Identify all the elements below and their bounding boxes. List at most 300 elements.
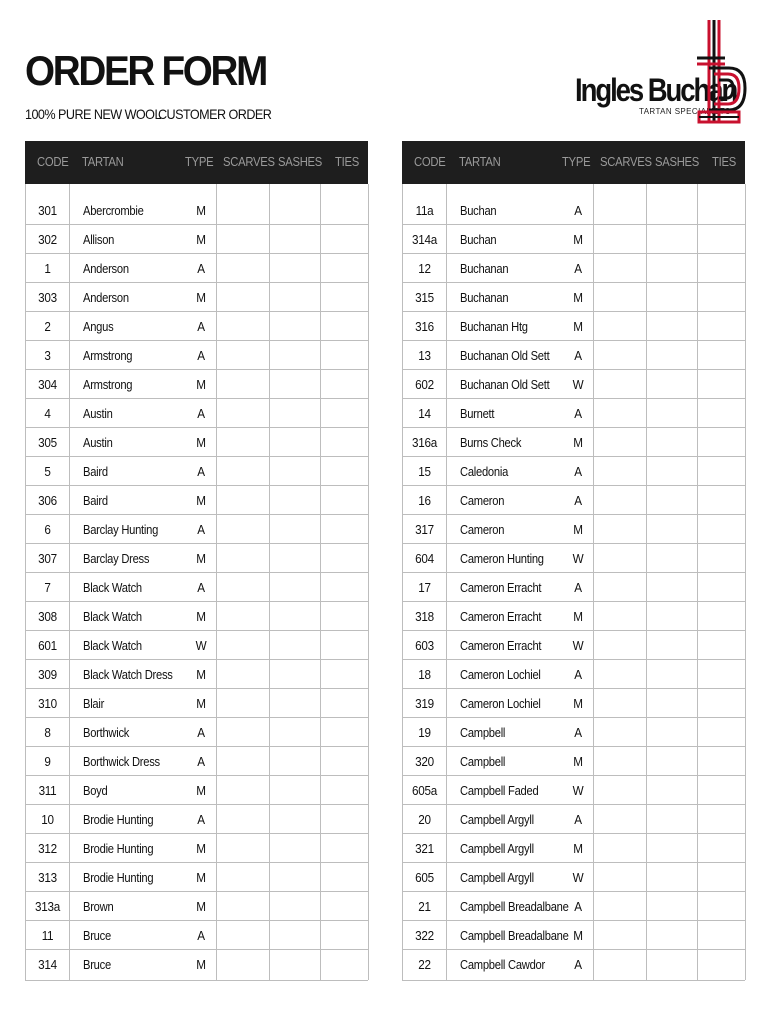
scarves-qty-cell[interactable] bbox=[216, 428, 269, 457]
col-header-code: CODE bbox=[414, 155, 446, 169]
col-header-type: TYPE bbox=[562, 155, 591, 169]
type-cell: A bbox=[197, 580, 205, 595]
type-cell: M bbox=[573, 319, 583, 334]
type-cell: A bbox=[574, 261, 582, 276]
ties-qty-cell[interactable] bbox=[320, 602, 368, 631]
ties-qty-cell[interactable] bbox=[320, 428, 368, 457]
type-cell: M bbox=[196, 203, 206, 218]
ties-qty-cell[interactable] bbox=[320, 747, 368, 776]
type-cell: A bbox=[197, 319, 205, 334]
table-row bbox=[403, 631, 745, 660]
tartan-cell: Cameron bbox=[460, 522, 505, 537]
scarves-qty-cell[interactable] bbox=[593, 660, 646, 689]
scarves-qty-cell[interactable] bbox=[216, 254, 269, 283]
sashes-qty-cell[interactable] bbox=[269, 457, 320, 486]
table-header bbox=[25, 141, 368, 184]
ties-qty-cell[interactable] bbox=[697, 921, 745, 950]
scarves-qty-cell[interactable] bbox=[593, 312, 646, 341]
sashes-qty-cell[interactable] bbox=[646, 776, 697, 805]
table-row bbox=[26, 718, 368, 747]
sashes-qty-cell[interactable] bbox=[269, 950, 320, 979]
code-cell: 314 bbox=[38, 957, 57, 972]
ties-qty-cell[interactable] bbox=[697, 544, 745, 573]
tartan-b-icon bbox=[695, 18, 747, 124]
scarves-qty-cell[interactable] bbox=[216, 544, 269, 573]
code-cell: 322 bbox=[415, 928, 434, 943]
scarves-qty-cell[interactable] bbox=[593, 399, 646, 428]
ties-qty-cell[interactable] bbox=[320, 834, 368, 863]
scarves-qty-cell[interactable] bbox=[216, 602, 269, 631]
scarves-qty-cell[interactable] bbox=[216, 950, 269, 979]
table-row bbox=[403, 747, 745, 776]
type-cell: M bbox=[573, 754, 583, 769]
code-cell: 307 bbox=[38, 551, 57, 566]
type-cell: W bbox=[572, 783, 584, 798]
scarves-qty-cell[interactable] bbox=[593, 573, 646, 602]
code-cell: 19 bbox=[418, 725, 431, 740]
type-cell: W bbox=[572, 870, 584, 885]
tartan-cell: Black Watch bbox=[83, 609, 142, 624]
ties-qty-cell[interactable] bbox=[320, 776, 368, 805]
table-header bbox=[402, 141, 745, 184]
tartan-cell: Anderson bbox=[83, 261, 129, 276]
ties-qty-cell[interactable] bbox=[320, 689, 368, 718]
tartan-cell: Boyd bbox=[83, 783, 108, 798]
table-row bbox=[26, 428, 368, 457]
scarves-qty-cell[interactable] bbox=[216, 631, 269, 660]
type-cell: A bbox=[197, 928, 205, 943]
tartan-cell: Brown bbox=[83, 899, 114, 914]
table-row bbox=[26, 689, 368, 718]
scarves-qty-cell[interactable] bbox=[216, 834, 269, 863]
scarves-qty-cell[interactable] bbox=[593, 921, 646, 950]
code-cell: 604 bbox=[415, 551, 434, 566]
table-row bbox=[26, 834, 368, 863]
ties-qty-cell[interactable] bbox=[697, 892, 745, 921]
ties-qty-cell[interactable] bbox=[320, 370, 368, 399]
code-cell: 311 bbox=[38, 783, 57, 798]
ties-qty-cell[interactable] bbox=[320, 892, 368, 921]
scarves-qty-cell[interactable] bbox=[593, 225, 646, 254]
scarves-qty-cell[interactable] bbox=[216, 921, 269, 950]
subtitle-wool: 100% PURE NEW WOOL bbox=[25, 106, 161, 122]
table-row bbox=[403, 254, 745, 283]
table-row bbox=[403, 805, 745, 834]
ties-qty-cell[interactable] bbox=[697, 747, 745, 776]
sashes-qty-cell[interactable] bbox=[646, 457, 697, 486]
code-cell: 15 bbox=[418, 464, 431, 479]
tartan-cell: Buchanan bbox=[460, 261, 509, 276]
sashes-qty-cell[interactable] bbox=[269, 660, 320, 689]
ties-qty-cell[interactable] bbox=[320, 863, 368, 892]
scarves-qty-cell[interactable] bbox=[216, 892, 269, 921]
ties-qty-cell[interactable] bbox=[697, 399, 745, 428]
code-cell: 313a bbox=[35, 899, 60, 914]
code-cell: 603 bbox=[415, 638, 434, 653]
table-row bbox=[403, 486, 745, 515]
ties-qty-cell[interactable] bbox=[697, 805, 745, 834]
code-cell: 17 bbox=[418, 580, 431, 595]
ties-qty-cell[interactable] bbox=[320, 254, 368, 283]
ties-qty-cell[interactable] bbox=[320, 457, 368, 486]
scarves-qty-cell[interactable] bbox=[593, 950, 646, 979]
sashes-qty-cell[interactable] bbox=[269, 718, 320, 747]
sashes-qty-cell[interactable] bbox=[269, 863, 320, 892]
sashes-qty-cell[interactable] bbox=[646, 254, 697, 283]
code-cell: 318 bbox=[415, 609, 434, 624]
type-cell: M bbox=[196, 783, 206, 798]
sashes-qty-cell[interactable] bbox=[269, 225, 320, 254]
sashes-qty-cell[interactable] bbox=[269, 921, 320, 950]
table-row bbox=[403, 950, 745, 980]
type-cell: W bbox=[195, 638, 207, 653]
type-cell: A bbox=[574, 493, 582, 508]
company-logo bbox=[575, 18, 747, 128]
code-cell: 2 bbox=[44, 319, 51, 334]
type-cell: A bbox=[197, 754, 205, 769]
scarves-qty-cell[interactable] bbox=[216, 689, 269, 718]
type-cell: A bbox=[574, 899, 582, 914]
tartan-cell: Campbell bbox=[460, 725, 506, 740]
scarves-qty-cell[interactable] bbox=[216, 718, 269, 747]
scarves-qty-cell[interactable] bbox=[593, 776, 646, 805]
table-row bbox=[403, 428, 745, 457]
code-cell: 315 bbox=[415, 290, 434, 305]
ties-qty-cell[interactable] bbox=[697, 834, 745, 863]
tartan-cell: Buchanan bbox=[460, 290, 509, 305]
tartan-cell: Cameron Erracht bbox=[460, 580, 542, 595]
type-cell: A bbox=[197, 464, 205, 479]
col-header-sashes: SASHES bbox=[655, 155, 700, 169]
table-row bbox=[26, 747, 368, 776]
sashes-qty-cell[interactable] bbox=[646, 950, 697, 979]
type-cell: A bbox=[574, 725, 582, 740]
sashes-qty-cell[interactable] bbox=[646, 747, 697, 776]
form-title: ORDER FORM bbox=[25, 47, 267, 94]
table-row bbox=[403, 834, 745, 863]
ties-qty-cell[interactable] bbox=[320, 196, 368, 225]
type-cell: M bbox=[573, 841, 583, 856]
scarves-qty-cell[interactable] bbox=[593, 892, 646, 921]
ties-qty-cell[interactable] bbox=[320, 341, 368, 370]
scarves-qty-cell[interactable] bbox=[216, 312, 269, 341]
type-cell: M bbox=[196, 232, 206, 247]
sashes-qty-cell[interactable] bbox=[646, 921, 697, 950]
table-row bbox=[403, 863, 745, 892]
sashes-qty-cell[interactable] bbox=[269, 399, 320, 428]
col-header-sashes: SASHES bbox=[278, 155, 323, 169]
ties-qty-cell[interactable] bbox=[697, 776, 745, 805]
type-cell: W bbox=[572, 638, 584, 653]
table-row bbox=[26, 631, 368, 660]
code-cell: 309 bbox=[38, 667, 57, 682]
sashes-qty-cell[interactable] bbox=[269, 283, 320, 312]
scarves-qty-cell[interactable] bbox=[216, 196, 269, 225]
ties-qty-cell[interactable] bbox=[697, 254, 745, 283]
code-cell: 18 bbox=[418, 667, 431, 682]
sashes-qty-cell[interactable] bbox=[646, 515, 697, 544]
type-cell: M bbox=[196, 377, 206, 392]
scarves-qty-cell[interactable] bbox=[593, 544, 646, 573]
order-table-right bbox=[402, 141, 745, 981]
tartan-cell: Campbell Argyll bbox=[460, 841, 534, 856]
sashes-qty-cell[interactable] bbox=[646, 399, 697, 428]
subtitle-customer-order: CUSTOMER ORDER bbox=[158, 106, 272, 122]
tartan-cell: Cameron Lochiel bbox=[460, 667, 541, 682]
type-cell: M bbox=[196, 899, 206, 914]
scarves-qty-cell[interactable] bbox=[593, 718, 646, 747]
type-cell: M bbox=[573, 522, 583, 537]
table-row bbox=[403, 602, 745, 631]
type-cell: A bbox=[574, 348, 582, 363]
table-row bbox=[403, 341, 745, 370]
col-header-ties: TIES bbox=[712, 155, 736, 169]
ties-qty-cell[interactable] bbox=[697, 950, 745, 979]
type-cell: M bbox=[196, 870, 206, 885]
scarves-qty-cell[interactable] bbox=[593, 863, 646, 892]
sashes-qty-cell[interactable] bbox=[646, 573, 697, 602]
code-cell: 303 bbox=[38, 290, 57, 305]
sashes-qty-cell[interactable] bbox=[646, 196, 697, 225]
type-cell: W bbox=[572, 377, 584, 392]
ties-qty-cell[interactable] bbox=[320, 805, 368, 834]
code-cell: 11 bbox=[41, 928, 54, 943]
sashes-qty-cell[interactable] bbox=[646, 486, 697, 515]
scarves-qty-cell[interactable] bbox=[593, 254, 646, 283]
ties-qty-cell[interactable] bbox=[697, 312, 745, 341]
ties-qty-cell[interactable] bbox=[697, 428, 745, 457]
type-cell: M bbox=[196, 957, 206, 972]
scarves-qty-cell[interactable] bbox=[216, 660, 269, 689]
sashes-qty-cell[interactable] bbox=[646, 631, 697, 660]
code-cell: 313 bbox=[38, 870, 57, 885]
table-row bbox=[403, 689, 745, 718]
ties-qty-cell[interactable] bbox=[697, 863, 745, 892]
tartan-cell: Campbell bbox=[460, 754, 506, 769]
tartan-cell: Allison bbox=[83, 232, 115, 247]
ties-qty-cell[interactable] bbox=[697, 225, 745, 254]
sashes-qty-cell[interactable] bbox=[269, 254, 320, 283]
sashes-qty-cell[interactable] bbox=[646, 834, 697, 863]
scarves-qty-cell[interactable] bbox=[216, 486, 269, 515]
sashes-qty-cell[interactable] bbox=[646, 602, 697, 631]
ties-qty-cell[interactable] bbox=[697, 660, 745, 689]
sashes-qty-cell[interactable] bbox=[269, 689, 320, 718]
scarves-qty-cell[interactable] bbox=[216, 776, 269, 805]
tartan-cell: Buchanan Htg bbox=[460, 319, 528, 334]
table-row bbox=[26, 950, 368, 980]
sashes-qty-cell[interactable] bbox=[269, 515, 320, 544]
ties-qty-cell[interactable] bbox=[320, 515, 368, 544]
ties-qty-cell[interactable] bbox=[697, 602, 745, 631]
col-header-type: TYPE bbox=[185, 155, 214, 169]
ties-qty-cell[interactable] bbox=[697, 341, 745, 370]
sashes-qty-cell[interactable] bbox=[646, 312, 697, 341]
table-row bbox=[403, 515, 745, 544]
ties-qty-cell[interactable] bbox=[320, 312, 368, 341]
ties-qty-cell[interactable] bbox=[697, 689, 745, 718]
scarves-qty-cell[interactable] bbox=[216, 805, 269, 834]
sashes-qty-cell[interactable] bbox=[646, 805, 697, 834]
ties-qty-cell[interactable] bbox=[320, 544, 368, 573]
scarves-qty-cell[interactable] bbox=[593, 457, 646, 486]
tartan-cell: Campbell Faded bbox=[460, 783, 539, 798]
tartan-cell: Austin bbox=[83, 435, 113, 450]
ties-qty-cell[interactable] bbox=[697, 283, 745, 312]
scarves-qty-cell[interactable] bbox=[216, 341, 269, 370]
type-cell: M bbox=[573, 290, 583, 305]
scarves-qty-cell[interactable] bbox=[593, 602, 646, 631]
code-cell: 11a bbox=[415, 203, 434, 218]
code-cell: 601 bbox=[38, 638, 57, 653]
ties-qty-cell[interactable] bbox=[320, 399, 368, 428]
scarves-qty-cell[interactable] bbox=[593, 370, 646, 399]
sashes-qty-cell[interactable] bbox=[269, 892, 320, 921]
scarves-qty-cell[interactable] bbox=[593, 747, 646, 776]
ties-qty-cell[interactable] bbox=[320, 573, 368, 602]
scarves-qty-cell[interactable] bbox=[593, 515, 646, 544]
scarves-qty-cell[interactable] bbox=[216, 515, 269, 544]
ties-qty-cell[interactable] bbox=[697, 486, 745, 515]
tartan-cell: Buchan bbox=[460, 232, 497, 247]
ties-qty-cell[interactable] bbox=[320, 950, 368, 979]
sashes-qty-cell[interactable] bbox=[646, 863, 697, 892]
type-cell: M bbox=[196, 551, 206, 566]
scarves-qty-cell[interactable] bbox=[216, 747, 269, 776]
sashes-qty-cell[interactable] bbox=[269, 747, 320, 776]
sashes-qty-cell[interactable] bbox=[646, 544, 697, 573]
ties-qty-cell[interactable] bbox=[697, 457, 745, 486]
tartan-cell: Campbell Breadalbane bbox=[460, 899, 569, 914]
sashes-qty-cell[interactable] bbox=[269, 370, 320, 399]
ties-qty-cell[interactable] bbox=[320, 225, 368, 254]
col-header-tartan: TARTAN bbox=[459, 155, 501, 169]
sashes-qty-cell[interactable] bbox=[646, 892, 697, 921]
type-cell: A bbox=[197, 261, 205, 276]
scarves-qty-cell[interactable] bbox=[216, 370, 269, 399]
sashes-qty-cell[interactable] bbox=[269, 602, 320, 631]
sashes-qty-cell[interactable] bbox=[646, 660, 697, 689]
code-cell: 20 bbox=[418, 812, 431, 827]
table-row bbox=[403, 196, 745, 225]
ties-qty-cell[interactable] bbox=[320, 718, 368, 747]
tartan-cell: Angus bbox=[83, 319, 114, 334]
table-row bbox=[26, 399, 368, 428]
scarves-qty-cell[interactable] bbox=[216, 225, 269, 254]
ties-qty-cell[interactable] bbox=[320, 921, 368, 950]
ties-qty-cell[interactable] bbox=[320, 660, 368, 689]
code-cell: 314a bbox=[412, 232, 437, 247]
ties-qty-cell[interactable] bbox=[697, 196, 745, 225]
scarves-qty-cell[interactable] bbox=[216, 457, 269, 486]
scarves-qty-cell[interactable] bbox=[593, 834, 646, 863]
table-row bbox=[403, 892, 745, 921]
ties-qty-cell[interactable] bbox=[320, 283, 368, 312]
scarves-qty-cell[interactable] bbox=[593, 341, 646, 370]
tartan-cell: Campbell Breadalbane bbox=[460, 928, 569, 943]
code-cell: 301 bbox=[38, 203, 57, 218]
sashes-qty-cell[interactable] bbox=[269, 341, 320, 370]
scarves-qty-cell[interactable] bbox=[593, 428, 646, 457]
code-cell: 13 bbox=[418, 348, 431, 363]
sashes-qty-cell[interactable] bbox=[269, 196, 320, 225]
scarves-qty-cell[interactable] bbox=[593, 805, 646, 834]
scarves-qty-cell[interactable] bbox=[593, 689, 646, 718]
scarves-qty-cell[interactable] bbox=[593, 283, 646, 312]
sashes-qty-cell[interactable] bbox=[646, 370, 697, 399]
sashes-qty-cell[interactable] bbox=[269, 631, 320, 660]
scarves-qty-cell[interactable] bbox=[593, 486, 646, 515]
sashes-qty-cell[interactable] bbox=[646, 283, 697, 312]
tartan-cell: Borthwick Dress bbox=[83, 754, 160, 769]
table-row bbox=[26, 225, 368, 254]
logo-tagline: TARTAN SPECIALISTS bbox=[639, 107, 731, 116]
code-cell: 22 bbox=[418, 957, 431, 972]
table-row bbox=[26, 457, 368, 486]
type-cell: A bbox=[574, 406, 582, 421]
table-row bbox=[26, 805, 368, 834]
code-cell: 605 bbox=[415, 870, 434, 885]
code-cell: 7 bbox=[44, 580, 51, 595]
scarves-qty-cell[interactable] bbox=[216, 399, 269, 428]
sashes-qty-cell[interactable] bbox=[646, 428, 697, 457]
sashes-qty-cell[interactable] bbox=[269, 834, 320, 863]
sashes-qty-cell[interactable] bbox=[646, 718, 697, 747]
code-cell: 3 bbox=[44, 348, 51, 363]
tartan-cell: Buchanan Old Sett bbox=[460, 348, 550, 363]
tartan-cell: Black Watch bbox=[83, 638, 142, 653]
table-row bbox=[26, 283, 368, 312]
ties-qty-cell[interactable] bbox=[697, 370, 745, 399]
table-row bbox=[26, 312, 368, 341]
table-row bbox=[403, 573, 745, 602]
sashes-qty-cell[interactable] bbox=[269, 805, 320, 834]
sashes-qty-cell[interactable] bbox=[269, 573, 320, 602]
sashes-qty-cell[interactable] bbox=[646, 341, 697, 370]
type-cell: M bbox=[196, 493, 206, 508]
sashes-qty-cell[interactable] bbox=[269, 428, 320, 457]
code-cell: 10 bbox=[41, 812, 54, 827]
table-row bbox=[26, 660, 368, 689]
tartan-cell: Buchanan Old Sett bbox=[460, 377, 550, 392]
ties-qty-cell[interactable] bbox=[697, 515, 745, 544]
sashes-qty-cell[interactable] bbox=[269, 486, 320, 515]
tartan-cell: Cameron bbox=[460, 493, 505, 508]
sashes-qty-cell[interactable] bbox=[269, 312, 320, 341]
type-cell: M bbox=[196, 696, 206, 711]
code-cell: 316a bbox=[412, 435, 437, 450]
sashes-qty-cell[interactable] bbox=[646, 689, 697, 718]
code-cell: 4 bbox=[44, 406, 51, 421]
sashes-qty-cell[interactable] bbox=[269, 776, 320, 805]
scarves-qty-cell[interactable] bbox=[216, 573, 269, 602]
scarves-qty-cell[interactable] bbox=[593, 196, 646, 225]
ties-qty-cell[interactable] bbox=[697, 631, 745, 660]
sashes-qty-cell[interactable] bbox=[269, 544, 320, 573]
table-row bbox=[403, 921, 745, 950]
type-cell: A bbox=[197, 348, 205, 363]
ties-qty-cell[interactable] bbox=[320, 631, 368, 660]
logo-name: Ingles Buchan bbox=[575, 72, 737, 108]
scarves-qty-cell[interactable] bbox=[216, 863, 269, 892]
ties-qty-cell[interactable] bbox=[320, 486, 368, 515]
ties-qty-cell[interactable] bbox=[697, 718, 745, 747]
tartan-cell: Abercrombie bbox=[83, 203, 144, 218]
sashes-qty-cell[interactable] bbox=[646, 225, 697, 254]
scarves-qty-cell[interactable] bbox=[593, 631, 646, 660]
scarves-qty-cell[interactable] bbox=[216, 283, 269, 312]
ties-qty-cell[interactable] bbox=[697, 573, 745, 602]
